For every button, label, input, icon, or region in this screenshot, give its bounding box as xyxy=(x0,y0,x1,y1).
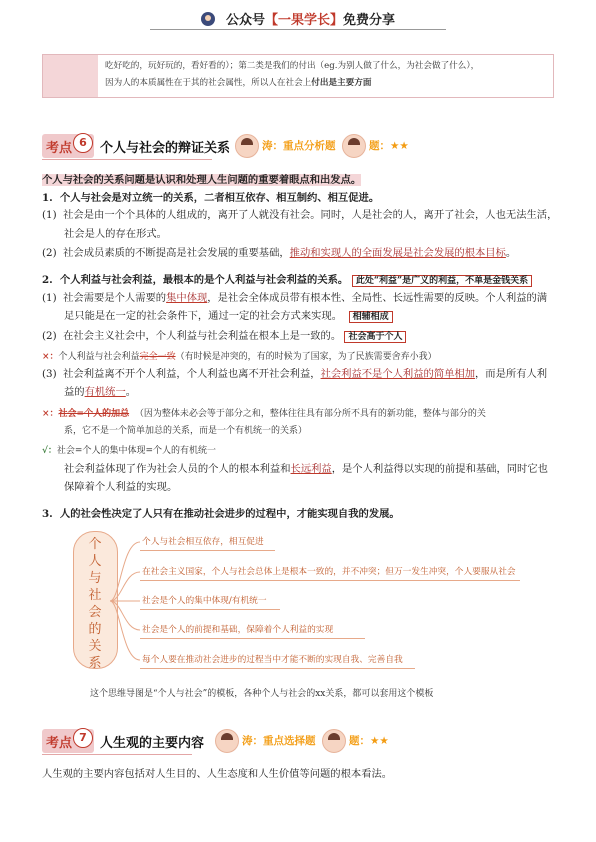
cross-mark-icon: ×： xyxy=(42,352,59,362)
point-2-3-cont: 益的有机统一。 xyxy=(64,386,137,398)
section-tag-label: 考点 xyxy=(46,141,73,156)
header-divider xyxy=(150,29,446,30)
point-2: 2. 个人利益与社会利益，最根本的是个人利益与社会利益的关系。 此处“利益”是广义的利益，不单是金钱关系 xyxy=(42,272,562,290)
quote-accent xyxy=(43,55,98,97)
page-header xyxy=(0,8,596,30)
point-2-1-cont: 足只能是在一定的社会条件下，通过一定的社会方式来实现。 相辅相成 xyxy=(64,308,564,326)
point-2-2-note: 社会高于个人 xyxy=(344,331,406,343)
difficulty-label: 题：★★ xyxy=(349,735,389,747)
mindmap-item: 社会是个人的前提和基础，保障着个人利益的实现 xyxy=(142,625,334,635)
section-tag-label: 考点 xyxy=(46,736,73,751)
wrong-note-2-cont: 系，它不是一个简单加总的关系，而是一个有机统一的关系） xyxy=(64,426,308,436)
wrong-note-2: ×：社会=个人的加总 （因为整体未必会等于部分之和，整体往往具有部分所不具有的新功能，整体与部分的关 xyxy=(42,409,486,419)
section-number: 7 xyxy=(73,728,93,748)
point-2-3: (3) 社会利益离不开个人利益，个人利益也离不开社会利益，社会利益不是个人利益的简单相加，而是所有人利 xyxy=(42,368,548,380)
student-avatar-icon xyxy=(322,729,346,753)
mindmap-item-underline xyxy=(140,609,280,610)
quote-line-1: 吃好吃的，玩好玩的，看好看的）；第二类是我们的付出（eg.为别人做了什么，为社会做了什么）， xyxy=(105,61,480,71)
section-number: 6 xyxy=(73,133,93,153)
question-type-label: 涛：重点分析题 xyxy=(262,140,336,152)
intro-text: 个人与社会的关系问题是认识和处理人生问题的重要着眼点和出发点。 xyxy=(42,174,362,186)
mindmap-item: 个人与社会相互依存，相互促进 xyxy=(142,537,264,547)
section-title: 人生观的主要内容 xyxy=(100,736,205,751)
wrong-note-1: ×：个人利益与社会利益完全一致（有时候是冲突的，有的时候为了国家，为了民族需要舍弃小我） xyxy=(42,352,437,362)
point-2-1-note: 相辅相成 xyxy=(349,311,393,323)
mindmap-caption: 这个思维导图是“个人与社会”的模板，各种个人与社会的xx关系，都可以套用这个模板 xyxy=(90,689,434,699)
final-paragraph: 人生观的主要内容包括对人生目的、人生态度和人生价值等问题的根本看法。 xyxy=(42,768,393,780)
point-2-note: 此处“利益”是广义的利益，不单是金钱关系 xyxy=(352,275,532,287)
correct-note: √：社会=个人的集中体现=个人的有机统一 xyxy=(42,446,217,456)
student-avatar-icon xyxy=(342,134,366,158)
question-type-label: 涛：重点选择题 xyxy=(242,735,316,747)
mindmap-item: 每个人要在推动社会进步的过程当中才能不断的实现自我、完善自我 xyxy=(142,655,403,665)
quote-text xyxy=(105,58,550,92)
mindmap-item-underline xyxy=(140,638,365,639)
section-underline xyxy=(42,159,212,160)
section-6-header xyxy=(42,131,562,161)
point-1: 1. 个人与社会是对立统一的关系，二者相互依存、相互制约、相互促进。 xyxy=(42,192,380,204)
mindmap-item-underline xyxy=(140,550,275,551)
section-7-header xyxy=(42,726,562,756)
brand-logo-icon xyxy=(201,12,215,26)
point-2-4-cont: 保障着个人利益的实现。 xyxy=(64,481,178,493)
point-1-2: (2) 社会成员素质的不断提高是社会发展的重要基础，推动和实现人的全面发展是社会发展的根本目标。 xyxy=(42,247,517,259)
mindmap-center-label: 个 人 与 社 会 的 关 系 xyxy=(88,537,102,671)
mindmap-item-underline xyxy=(140,668,415,669)
header-text: 公众号【一果学长】免费分享 xyxy=(226,13,396,28)
point-3: 3. 人的社会性决定了人只有在推动社会进步的过程中，才能实现自我的发展。 xyxy=(42,508,400,520)
point-2-4: 社会利益体现了作为社会人员的个人的根本利益和长远利益，是个人利益得以实现的前提和基础，同时它也 xyxy=(64,463,548,475)
point-1-1: (1) 社会是由一个个具体的人组成的，离开了人就没有社会。同时，人是社会的人，离开了社会，人也无法生活， xyxy=(42,209,558,221)
point-2-2: (2) 在社会主义社会中，个人利益与社会利益在根本上是一致的。 社会高于个人 xyxy=(42,328,562,346)
teacher-avatar-icon xyxy=(235,134,259,158)
check-mark-icon: √： xyxy=(42,446,57,456)
teacher-avatar-icon xyxy=(215,729,239,753)
section-title: 个人与社会的辩证关系 xyxy=(100,141,231,156)
mindmap-item: 在社会主义国家，个人与社会总体上是根本一致的，并不冲突；但万一发生冲突，个人要服从社会 xyxy=(142,567,516,577)
quote-box xyxy=(42,54,554,98)
section-underline xyxy=(42,754,192,755)
mindmap-item: 社会是个人的集中体现/有机统一 xyxy=(142,596,267,606)
point-2-1: (1) 社会需要是个人需要的集中体现，是社会全体成员带有根本性、全局性、长远性需要的反映。个人利益的满 xyxy=(42,292,548,304)
mindmap-item-underline xyxy=(140,580,520,581)
difficulty-label: 题：★★ xyxy=(369,140,409,152)
cross-mark-icon: ×： xyxy=(42,409,59,419)
point-1-1-cont: 社会是人的存在形式。 xyxy=(64,228,167,240)
quote-line-2: 因为人的本质属性在于其的社会属性，所以人在社会上付出是主要方面 xyxy=(105,78,372,88)
